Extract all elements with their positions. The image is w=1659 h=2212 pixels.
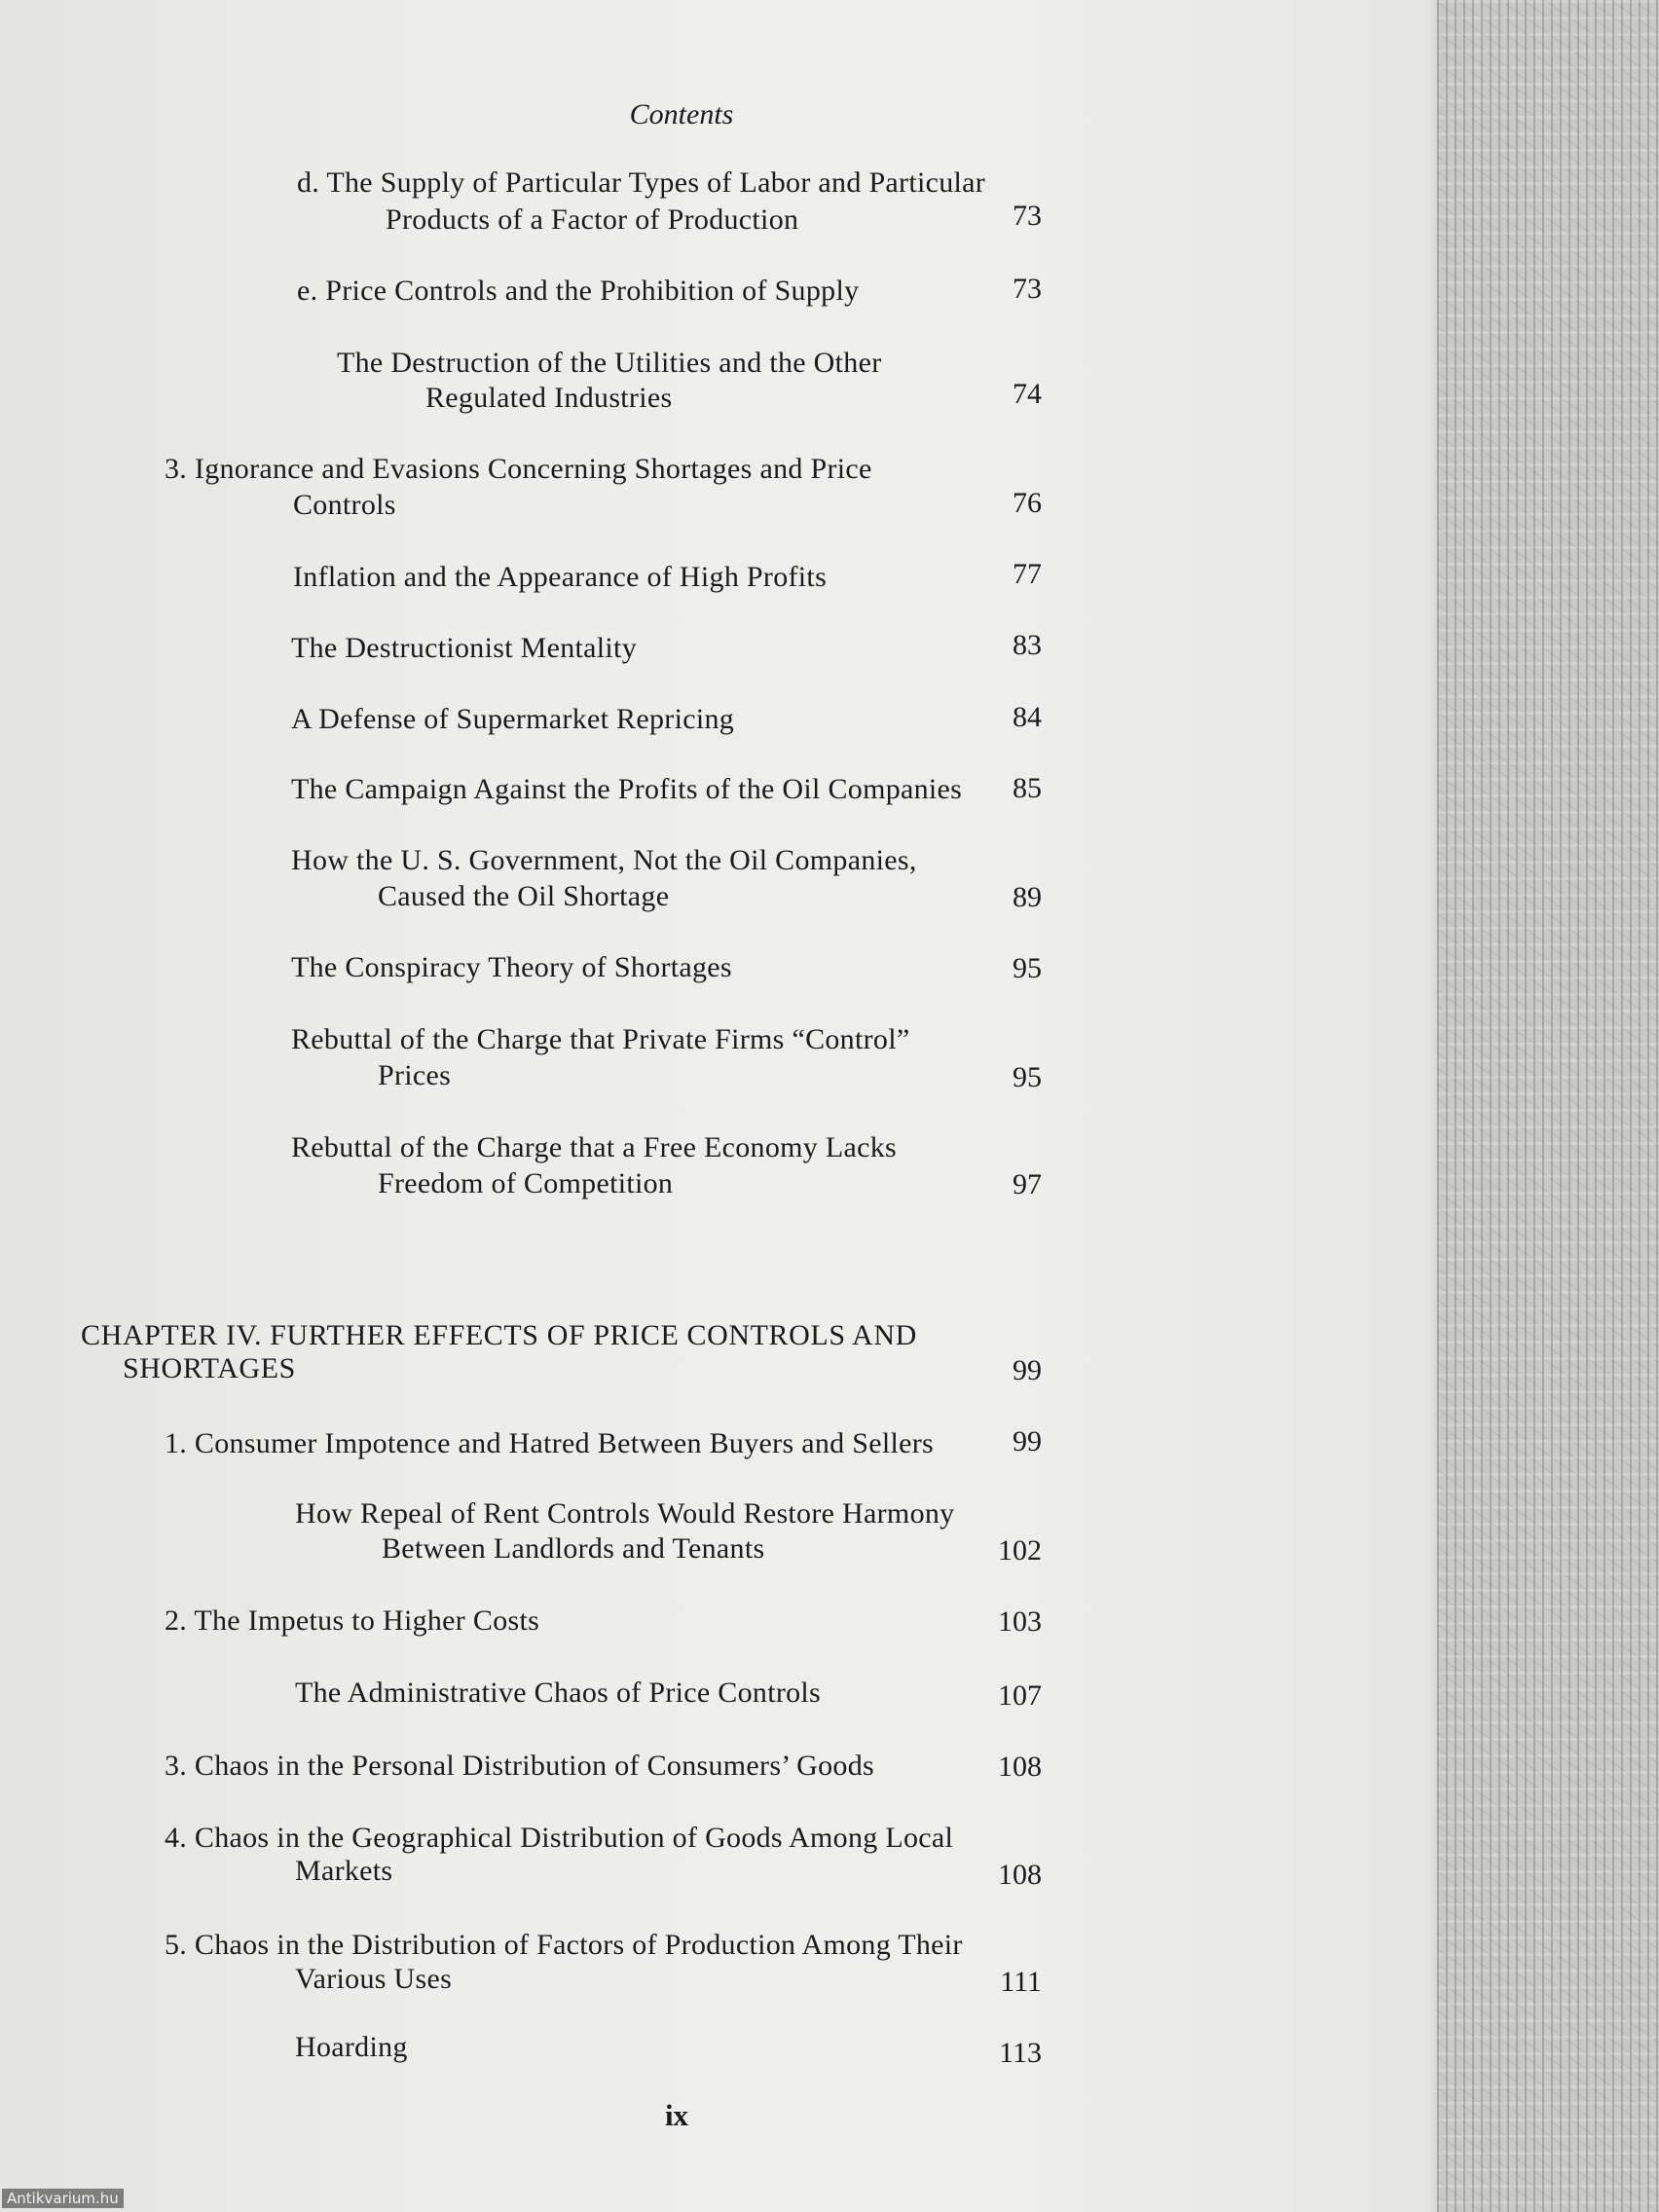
toc-entry-title: 2. The Impetus to Higher Costs: [165, 1604, 540, 1637]
toc-entry-title-cont: Prices: [378, 1059, 452, 1091]
toc-entry-page: 103: [998, 1605, 1042, 1638]
toc-entry-title: A Defense of Supermarket Repricing: [291, 703, 735, 735]
toc-entry-title: The Destruction of the Utilities and the Other: [337, 347, 882, 379]
toc-entry-page: 99: [1013, 1354, 1042, 1386]
chapter-title: CHAPTER IV. FURTHER EFFECTS OF PRICE CONTROLS AND: [81, 1319, 917, 1351]
toc-entry-title: The Conspiracy Theory of Shortages: [291, 951, 732, 983]
toc-entry-title-cont: Various Uses: [295, 1963, 453, 1995]
toc-entry-title: The Administrative Chaos of Price Controls: [295, 1677, 822, 1709]
toc-entry-title-cont: Between Landlords and Tenants: [382, 1532, 765, 1565]
toc-entry-title: The Destructionist Mentality: [291, 632, 637, 664]
toc-entry-title-cont: Caused the Oil Shortage: [378, 880, 670, 912]
toc-entry-page: 77: [1013, 558, 1042, 590]
toc-entry-page: 108: [998, 1859, 1042, 1891]
running-head: Contents: [629, 98, 734, 130]
toc-entry-page: 83: [1013, 629, 1042, 661]
toc-entry-title-cont: Freedom of Competition: [378, 1167, 674, 1199]
toc-entry-page: 99: [1013, 1425, 1042, 1457]
toc-entry-page: 74: [1013, 378, 1042, 410]
watermark: Antikvarium.hu: [2, 2189, 124, 2208]
book-spine-texture: [1437, 0, 1659, 2212]
toc-entry-title: 3. Chaos in the Personal Distribution of Consumers’ Goods: [165, 1750, 874, 1782]
toc-entry-title: Rebuttal of the Charge that Private Firms “Control”: [291, 1023, 910, 1055]
toc-entry-title: d. The Supply of Particular Types of Labor and Particular: [297, 166, 986, 199]
toc-entry-title: 4. Chaos in the Geographical Distribution of Goods Among Local: [165, 1822, 954, 1854]
toc-entry-title: 3. Ignorance and Evasions Concerning Shortages and Price: [165, 453, 872, 485]
toc-entry-title: Rebuttal of the Charge that a Free Economy Lacks: [291, 1131, 897, 1163]
toc-entry-page: 84: [1013, 701, 1042, 733]
chapter-title-cont: SHORTAGES: [123, 1352, 296, 1384]
toc-entry-title: How Repeal of Rent Controls Would Restore Harmony: [295, 1497, 955, 1530]
toc-entry-page: 111: [1000, 1966, 1042, 1998]
toc-entry-page: 73: [1013, 200, 1042, 232]
toc-entry-title: Inflation and the Appearance of High Profits: [293, 561, 828, 593]
toc-entry-page: 89: [1013, 881, 1042, 913]
toc-entry-title: Hoarding: [295, 2031, 408, 2063]
toc-entry-title: 1. Consumer Impotence and Hatred Between Buyers and Sellers: [165, 1427, 934, 1459]
toc-entry-page: 97: [1013, 1168, 1042, 1200]
toc-entry-page: 102: [998, 1534, 1042, 1567]
toc-entry-page: 73: [1013, 273, 1042, 305]
toc-entry-page: 76: [1013, 487, 1042, 519]
toc-entry-page: 107: [998, 1679, 1042, 1712]
toc-entry-title-cont: Controls: [293, 489, 396, 521]
toc-entry-page: 108: [998, 1751, 1042, 1783]
toc-entry-title: The Campaign Against the Profits of the Oil Companies: [291, 773, 963, 805]
toc-entry-title-cont: Markets: [295, 1855, 393, 1887]
toc-entry-title-cont: Products of a Factor of Production: [386, 203, 799, 236]
toc-entry-page: 95: [1013, 1061, 1042, 1093]
page-number: ix: [664, 2098, 689, 2132]
toc-entry-title: How the U. S. Government, Not the Oil Companies,: [291, 844, 917, 876]
toc-entry-page: 95: [1013, 952, 1042, 984]
toc-entry-title: e. Price Controls and the Prohibition of Supply: [297, 275, 860, 307]
toc-entry-title-cont: Regulated Industries: [425, 382, 673, 414]
toc-entry-title: 5. Chaos in the Distribution of Factors of Production Among Their: [165, 1929, 963, 1961]
toc-entry-page: 113: [999, 2037, 1042, 2069]
toc-entry-page: 85: [1013, 772, 1042, 804]
